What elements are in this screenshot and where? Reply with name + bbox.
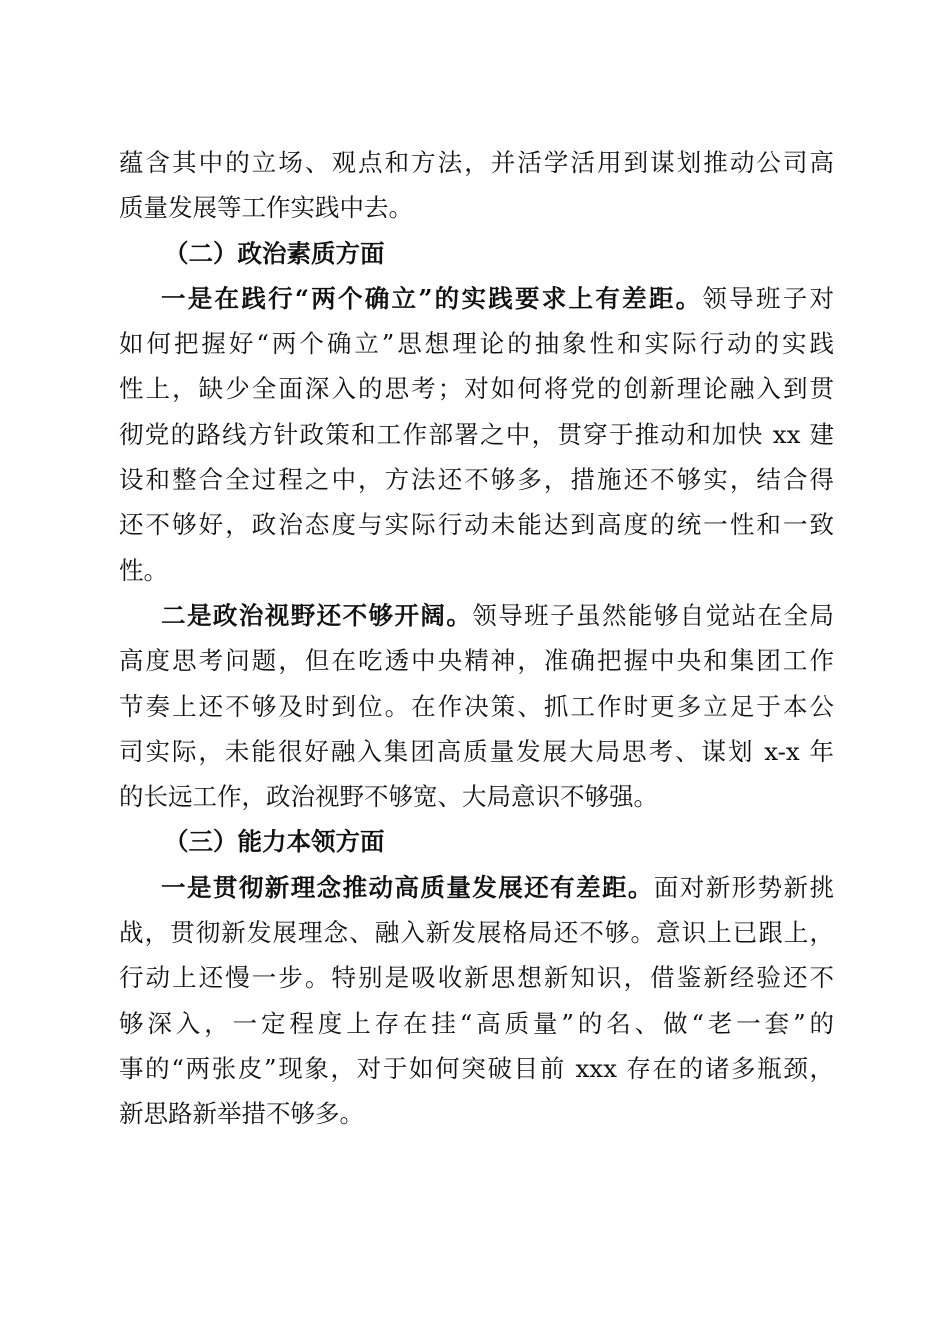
paragraph-line: 如何把握好“两个确立”思想理论的抽象性和实际行动的实践 xyxy=(119,329,834,359)
paragraph-lead: 一是贯彻新理念推动高质量发展还有差距。 xyxy=(161,872,654,902)
paragraph-line: 设和整合全过程之中，方法还不够多，措施还不够实，结合得 xyxy=(119,465,834,495)
paragraph-line: 的长远工作，政治视野不够宽、大局意识不够强。 xyxy=(119,782,658,812)
paragraph-line: 事的“两张皮”现象，对于如何突破目前 xxx 存在的诸多瓶颈， xyxy=(119,1053,834,1083)
paragraph-line: 性。 xyxy=(119,555,168,585)
paragraph-line: 够深入，一定程度上存在挂“高质量”的名、做“老一套”的 xyxy=(119,1008,834,1038)
paragraph-text: 面对新形势新挑 xyxy=(653,872,834,902)
document-page xyxy=(119,140,834,1137)
paragraph-line: 新思路新举措不够多。 xyxy=(119,1099,364,1129)
paragraph-first-line xyxy=(119,865,834,910)
paragraph-first-line xyxy=(119,593,834,638)
paragraph-line: 质量发展等工作实践中去。 xyxy=(119,193,413,223)
paragraph-line: 司实际，未能很好融入集团高质量发展大局思考、谋划 x-x 年 xyxy=(119,736,834,766)
paragraph-line: 节奏上还不够及时到位。在作决策、抓工作时更多立足于本公 xyxy=(119,691,834,721)
paragraph-line: 性上，缺少全面深入的思考；对如何将党的创新理论融入到贯 xyxy=(119,374,834,404)
paragraph-lead: 二是政治视野还不够开阔。 xyxy=(161,600,473,630)
paragraph-line: 彻党的路线方针政策和工作部署之中，贯穿于推动和加快 xx 建 xyxy=(119,419,834,449)
paragraph-line: 战，贯彻新发展理念、融入新发展格局还不够。意识上已跟上， xyxy=(119,918,834,948)
paragraph-text: 领导班子对 xyxy=(702,283,834,313)
paragraph-line: 蕴含其中的立场、观点和方法，并活学活用到谋划推动公司高 xyxy=(119,148,834,177)
paragraph-line: 行动上还慢一步。特别是吸收新思想新知识，借鉴新经验还不 xyxy=(119,963,834,993)
section-heading: （三）能力本领方面 xyxy=(164,827,385,857)
paragraph-lead: 一是在践行“两个确立”的实践要求上有差距。 xyxy=(161,283,703,313)
paragraph-line: 高度思考问题，但在吃透中央精神，准确把握中央和集团工作 xyxy=(119,646,834,676)
paragraph-text: 领导班子虽然能够自觉站在全局 xyxy=(472,600,834,630)
paragraph-line: 还不够好，政治态度与实际行动未能达到高度的统一性和一致 xyxy=(119,510,834,540)
paragraph-first-line xyxy=(119,276,834,321)
section-heading: （二）政治素质方面 xyxy=(164,238,385,268)
